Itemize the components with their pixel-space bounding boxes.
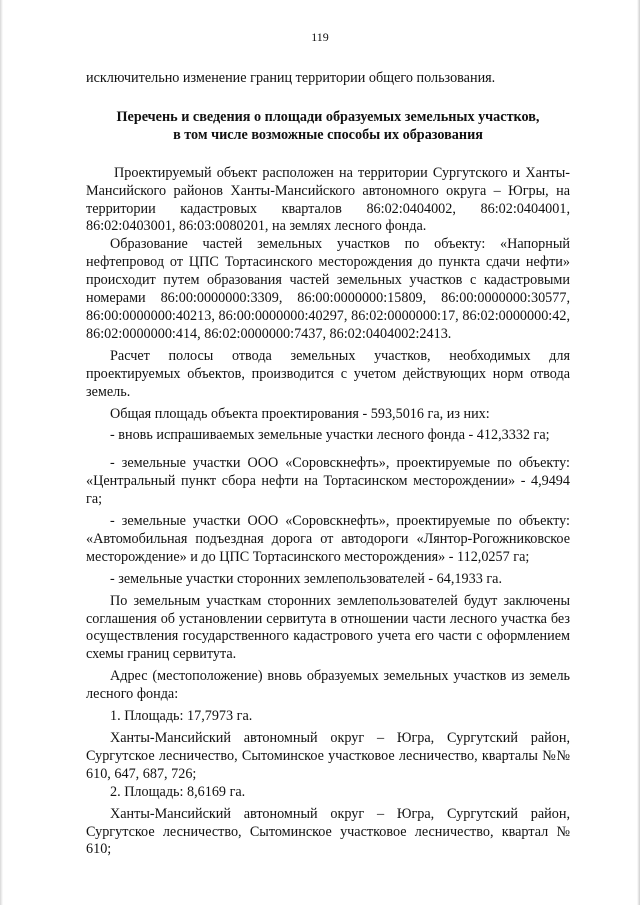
paragraph-address-intro: Адрес (местоположение) вновь образуемых земельных участков из земель лесного фонда: xyxy=(86,668,570,703)
list-item-access-road: - земельные участки ООО «Соровскнефть», проектируемые по объекту: «Автомобильная подъездная дорога от автодороги «Лянтор-Рогожниковское месторождение» и до ЦПС Тортасинского месторождения» - 112,0257 га; xyxy=(86,513,570,565)
scan-edge-left xyxy=(0,0,3,905)
section-heading xyxy=(86,109,570,145)
paragraph-calculation: Расчет полосы отвода земельных участков, необходимых для проектируемых объектов, производится с учетом действующих норм отвода земель. xyxy=(86,347,570,400)
area-item-1: 1. Площадь: 17,7973 га. xyxy=(110,708,253,725)
paragraph-total-area: Общая площадь объекта проектирования - 593,5016 га, из них: xyxy=(110,405,490,422)
address-item-2: Ханты-Мансийский автономный округ – Югра, Сургутский район, Сургутское лесничество, Сытоминское участковое лесничество, квартал № 610; xyxy=(86,805,570,858)
intro-line: исключительно изменение границ территории общего пользования. xyxy=(86,70,496,86)
section-heading-line-1: Перечень и сведения о площади образуемых земельных участков, xyxy=(116,108,540,125)
list-item-central-point: - земельные участки ООО «Соровскнефть», проектируемые по объекту: «Центральный пункт сбора нефти на Тортасинском месторождении» - 4,9494 га; xyxy=(86,455,570,508)
document-body xyxy=(86,70,570,859)
address-item-1: Ханты-Мансийский автономный округ – Югра, Сургутский район, Сургутское лесничество, Сытоминское участковое лесничество, кварталы №№ 610, 647, 687, 726; xyxy=(86,730,570,782)
paragraph-formation: Образование частей земельных участков по объекту: «Напорный нефтепровод от ЦПС Тортасинского месторождения до пункта сдачи нефти» происходит путем образования частей земельных участков с кадастровыми номерами 86:00:0000000:3309, 86:00:0000000:15809, 86:00:0000000:30577, 86:00:0000000:40213, 86:00:0000000:40297, 86:02:0000000:17, 86:02:0000000:42, 86:02:0000000:414, 86:02:0000000:7437, 86:02:0404002:2413. xyxy=(86,236,570,342)
section-heading-line-2: в том числе возможные способы их образования xyxy=(173,126,483,143)
page-number: 119 xyxy=(311,30,329,44)
paragraph-location: Проектируемый объект расположен на территории Сургутского и Ханты-Мансийского районов Ханты-Мансийского автономного округа – Югры, на территории кадастровых кварталов 86:02:0404002, 86:02:0404001, 86:02:0403001, 86:03:0080201, на землях лесного фонда. xyxy=(86,164,570,235)
area-item-2: 2. Площадь: 8,6169 га. xyxy=(110,783,246,800)
list-item-third-party: - земельные участки сторонних землепользователей - 64,1933 га. xyxy=(110,570,502,587)
list-item-forest-fund: - вновь испрашиваемых земельные участки лесного фонда - 412,3332 га; xyxy=(110,427,550,444)
paragraph-servitude: По земельным участкам сторонних землепользователей будут заключены соглашения об установлении сервитута в отношении части лесного участка без осуществления государственного кадастрового учета его части с оформлением схемы границ сервитута. xyxy=(86,592,570,663)
